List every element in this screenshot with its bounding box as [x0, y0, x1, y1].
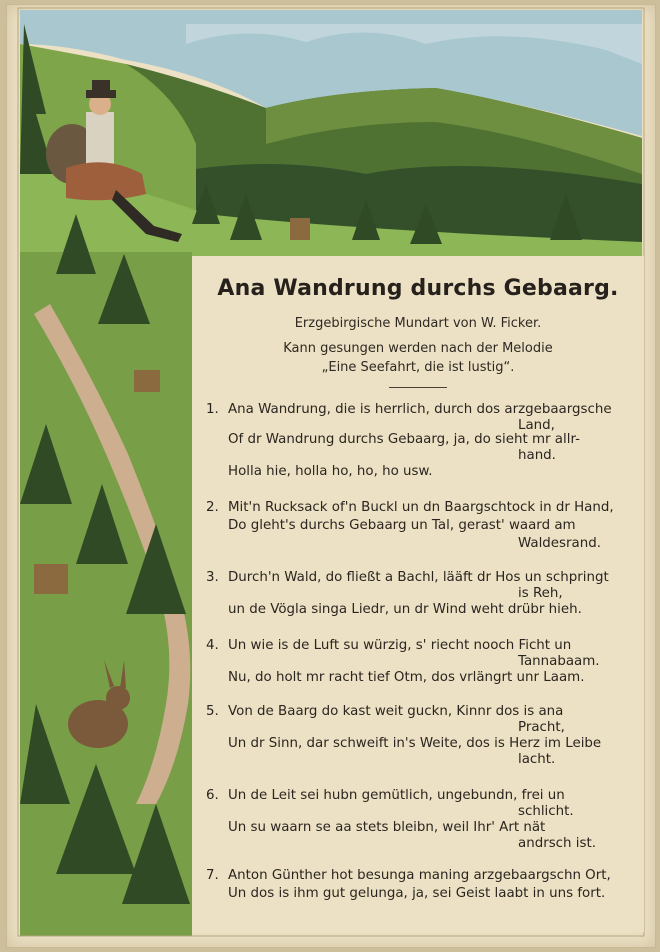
verse-line: Un su waarn se aa stets bleibn, weil Ihr' Art nät — [228, 820, 546, 835]
verse-line: hand. — [518, 448, 556, 463]
verse-line: Un wie is de Luft su würzig, s' riecht nooch Ficht un — [228, 638, 572, 653]
author-line: Erzgebirgische Mundart von W. Ficker. — [294, 316, 542, 331]
verse-number: 7. — [206, 868, 219, 883]
verse-number: 6. — [206, 788, 219, 803]
verse-line: Pracht, — [518, 720, 565, 735]
verse-line: lacht. — [518, 752, 556, 767]
verse-line: Tannabaam. — [518, 654, 600, 669]
verse-line: Do gleht's durchs Gebaarg un Tal, gerast' waard am — [228, 518, 576, 533]
verse-line: Durch'n Wald, do fließt a Bachl, lääft dr Hos un schpringt — [228, 570, 609, 585]
page-title: Ana Wandrung durchs Gebaarg. — [217, 276, 619, 301]
verse-number: 3. — [206, 570, 219, 585]
verse-line: Mit'n Rucksack of'n Buckl un dn Baargschtock in dr Hand, — [228, 500, 614, 515]
verse-line: Ana Wandrung, die is herrlich, durch dos arzgebaargsche — [228, 402, 612, 417]
melody-line-2: „Eine Seefahrt, die ist lustig“. — [321, 360, 515, 375]
verse-line: Un dr Sinn, dar schweift in's Weite, dos is Herz im Leibe — [228, 736, 602, 751]
postcard — [6, 4, 656, 948]
verse-line: Land, — [518, 418, 555, 433]
verse-number: 1. — [206, 402, 219, 417]
verse-line: Anton Günther hot besunga maning arzgebaargschn Ort, — [228, 868, 611, 883]
verse-line: is Reh, — [518, 586, 563, 601]
verse-line: Un dos is ihm gut gelunga, ja, sei Geist laabt in uns fort. — [228, 886, 606, 901]
verse-line: Holla hie, holla ho, ho, ho usw. — [228, 464, 433, 479]
verse-line: andrsch ist. — [518, 836, 596, 851]
melody-line-1: Kann gesungen werden nach der Melodie — [283, 341, 553, 356]
divider — [389, 387, 447, 388]
song-text-panel — [192, 256, 644, 932]
verse-line: schlicht. — [518, 804, 574, 819]
verse-line: Of dr Wandrung durchs Gebaarg, ja, do sieht mr allr- — [228, 432, 580, 447]
verse-number: 4. — [206, 638, 219, 653]
verse-line: Von de Baarg do kast weit guckn, Kinnr dos is ana — [228, 704, 564, 719]
verse-line: Un de Leit sei hubn gemütlich, ungebundn, frei un — [228, 788, 565, 803]
verse-line: Waldesrand. — [518, 536, 601, 551]
verse-number: 2. — [206, 500, 219, 515]
verse-number: 5. — [206, 704, 219, 719]
verse-line: Nu, do holt mr racht tief Otm, dos vrlängrt unr Laam. — [228, 670, 585, 685]
verse-line: un de Vögla singa Liedr, un dr Wind weht drübr hieh. — [228, 602, 582, 617]
